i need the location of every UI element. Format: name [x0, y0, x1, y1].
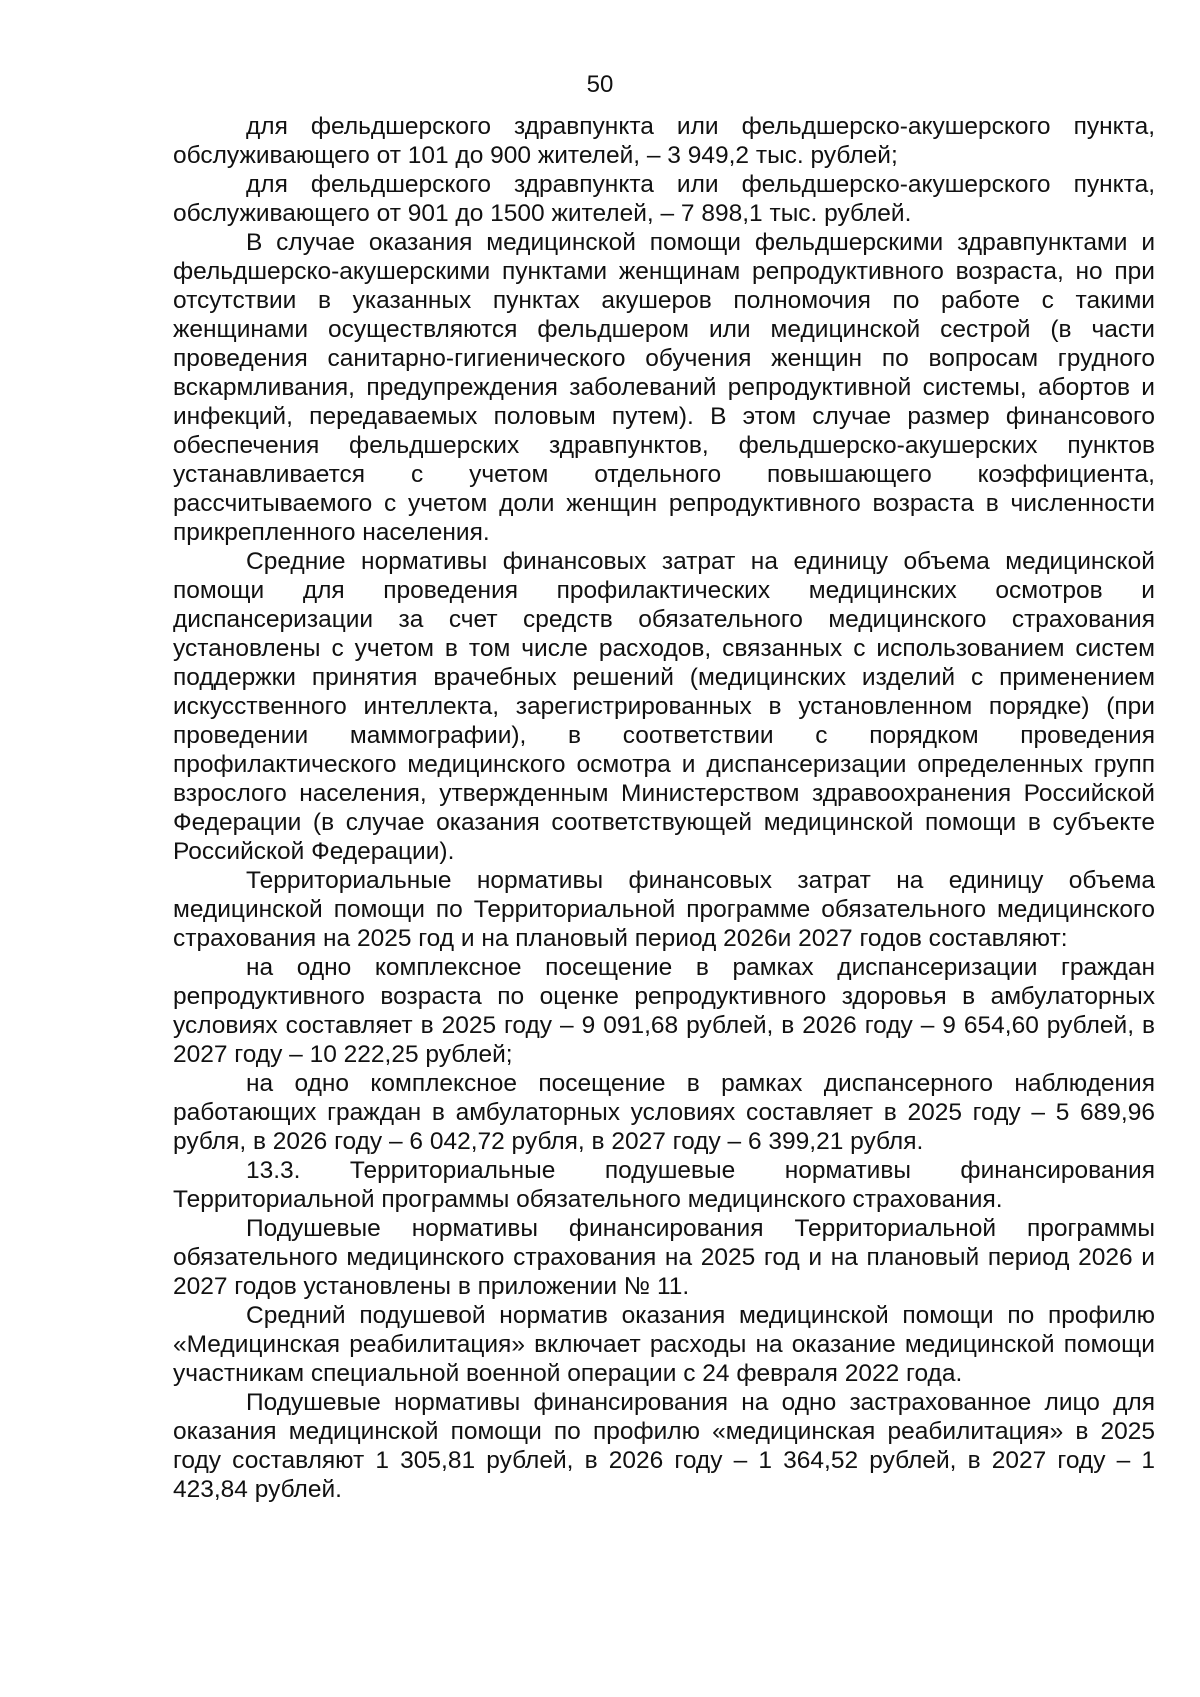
paragraph-reproductive-age-women: В случае оказания медицинской помощи фельдшерскими здравпунктами и фельдшерско-акушерскими пунктами женщинам репродуктивного возраста, но при отсутствии в указанных пунктах акушеров полномочия по работе с такими женщинами осуществляются фельдшером или медицинской сестрой (в части проведения санитарно-гигиенического обучения женщин по вопросам грудного вскармливания, предупреждения заболеваний репродуктивной системы, абортов и инфекций, передаваемых половым путем). В этом случае размер финансового обеспечения фельдшерских здравпунктов, фельдшерско-акушерских пунктов устанавливается с учетом отдельного повышающего коэффициента, рассчитываемого с учетом доли женщин репродуктивного возраста в численности прикрепленного населения. [173, 229, 1155, 546]
paragraph-territorial-norms-intro: Территориальные нормативы финансовых затрат на единицу объема медицинской помощи по Территориальной программе обязательного медицинского страхования на 2025 год и на плановый период 2026и 2027 годов составляют: [173, 867, 1155, 952]
paragraph-per-capita-norms-appendix: Подушевые нормативы финансирования Территориальной программы обязательного медицинского страхования на 2025 год и на плановый период 2026 и 2027 годов установлены в приложении № 11. [173, 1215, 1155, 1300]
document-body [173, 112, 1155, 1504]
section-heading-13-3: 13.3. Территориальные подушевые нормативы финансирования Территориальной программы обязательного медицинского страхования. [173, 1157, 1155, 1213]
paragraph-rehabilitation-norms: Подушевые нормативы финансирования на одно застрахованное лицо для оказания медицинской помощи по профилю «медицинская реабилитация» в 2025 году составляют 1 305,81 рублей, в 2026 году – 1 364,52 рублей, в 2027 году – 1 423,84 рублей. [173, 1389, 1155, 1503]
paragraph-fap-901-1500: для фельдшерского здравпункта или фельдшерско-акушерского пункта, обслуживающего от 901 до 1500 жителей, – 7 898,1 тыс. рублей. [173, 171, 1155, 227]
paragraph-dispensary-observation-visit: на одно комплексное посещение в рамках диспансерного наблюдения работающих граждан в амбулаторных условиях составляет в 2025 году – 5 689,96 рубля, в 2026 году – 6 042,72 рубля, в 2027 году – 6 399,21 рубля. [173, 1070, 1155, 1155]
page-number: 50 [586, 71, 614, 98]
paragraph-average-norms-checkups: Средние нормативы финансовых затрат на единицу объема медицинской помощи для проведения профилактических медицинских осмотров и диспансеризации за счет средств обязательного медицинского страхования установлены с учетом в том числе расходов, связанных с использованием систем поддержки принятия врачебных решений (медицинских изделий с применением искусственного интеллекта, зарегистрированных в установленном порядке) (при проведении маммографии), в соответствии с порядком проведения профилактического медицинского осмотра и диспансеризации определенных групп взрослого населения, утвержденным Министерством здравоохранения Российской Федерации (в случае оказания соответствующей медицинской помощи в субъекте Российской Федерации). [173, 548, 1155, 865]
paragraph-fap-101-900: для фельдшерского здравпункта или фельдшерско-акушерского пункта, обслуживающего от 101 до 900 жителей, – 3 949,2 тыс. рублей; [173, 113, 1155, 169]
paragraph-rehabilitation-svo: Средний подушевой норматив оказания медицинской помощи по профилю «Медицинская реабилитация» включает расходы на оказание медицинской помощи участникам специальной военной операции с 24 февраля 2022 года. [173, 1302, 1155, 1387]
paragraph-reproductive-health-visit: на одно комплексное посещение в рамках диспансеризации граждан репродуктивного возраста по оценке репродуктивного здоровья в амбулаторных условиях составляет в 2025 году – 9 091,68 рублей, в 2026 году – 9 654,60 рублей, в 2027 году – 10 222,25 рублей; [173, 954, 1155, 1068]
